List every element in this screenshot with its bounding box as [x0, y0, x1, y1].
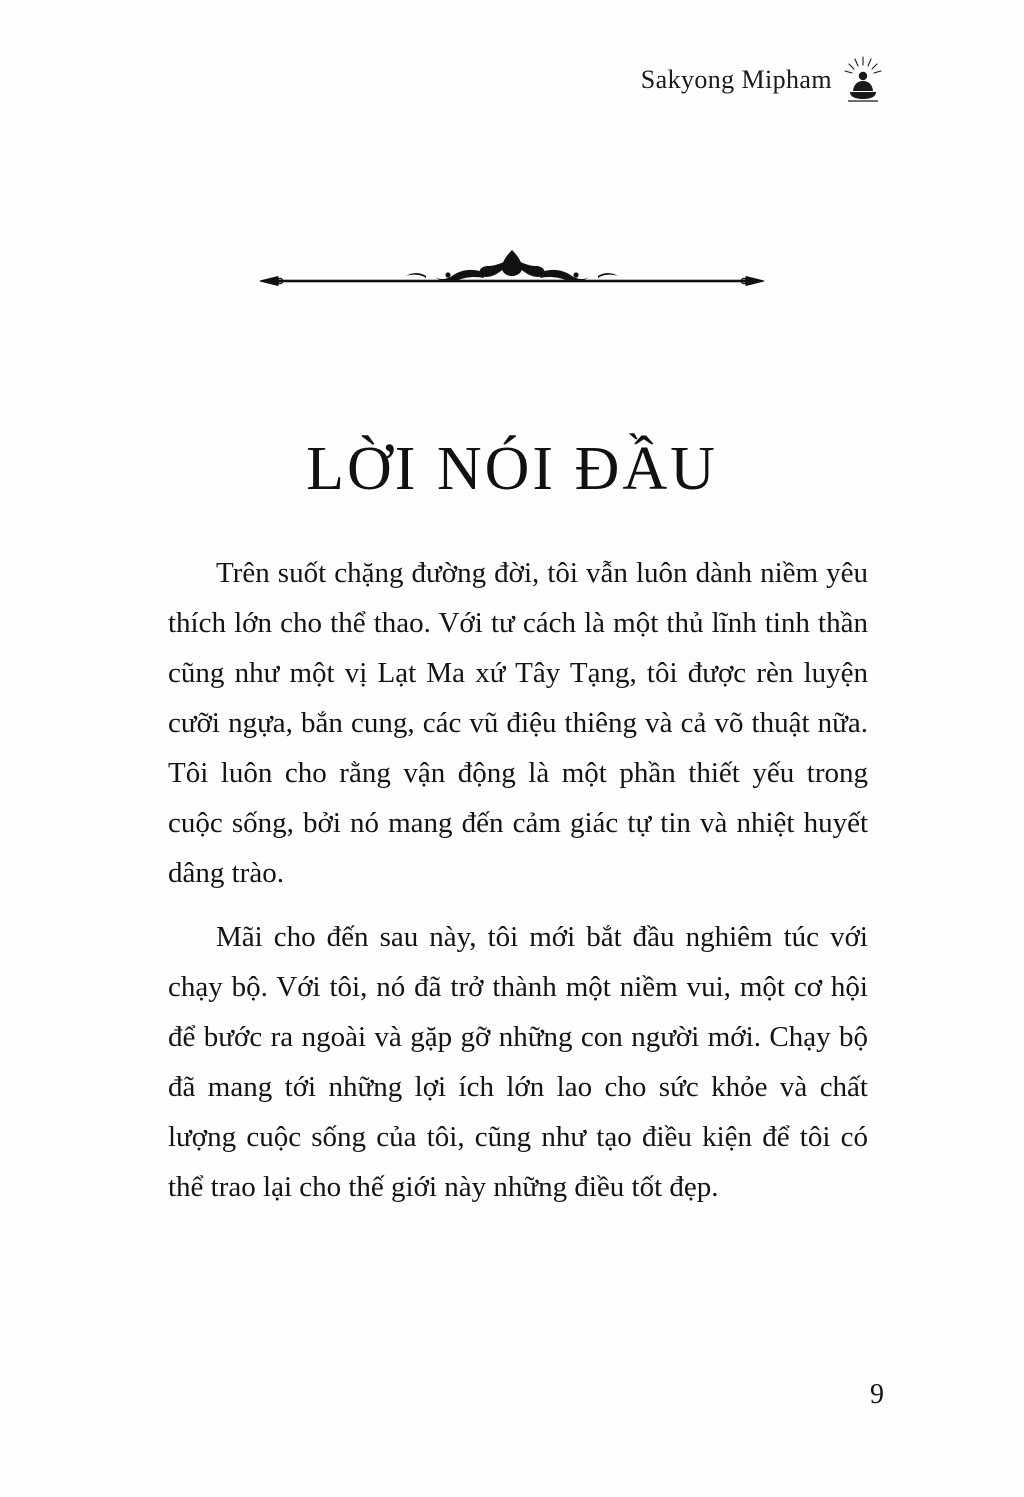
body-text: [168, 548, 868, 1212]
paragraph: Trên suốt chặng đường đời, tôi vẫn luôn dành niềm yêu thích lớn cho thể thao. Với tư cách là một thủ lĩnh tinh thần cũng như một vị Lạt Ma xứ Tây Tạng, tôi được rèn luyện cưỡi ngựa, bắn cung, các vũ điệu thiêng và cả võ thuật nữa. Tôi luôn cho rằng vận động là một phần thiết yếu trong cuộc sống, bởi nó mang đến cảm giác tự tin và nhiệt huyết dâng trào.: [168, 557, 868, 889]
paragraph: Mãi cho đến sau này, tôi mới bắt đầu nghiêm túc với chạy bộ. Với tôi, nó đã trở thành một niềm vui, một cơ hội để bước ra ngoài và gặp gỡ những con người mới. Chạy bộ đã mang tới những lợi ích lớn lao cho sức khỏe và chất lượng cuộc sống của tôi, cũng như tạo điều kiện để tôi có thể trao lại cho thế giới này những điều tốt đẹp.: [168, 921, 868, 1203]
floral-rule-ornament-icon: [252, 228, 772, 308]
page-title: LỜI NÓI ĐẦU: [306, 434, 718, 503]
page-number: 9: [870, 1379, 884, 1410]
running-head-author: Sakyong Mipham: [640, 65, 832, 94]
ornament-divider: [0, 228, 1024, 308]
running-head: [641, 56, 884, 104]
seated-buddha-icon: [842, 56, 884, 104]
